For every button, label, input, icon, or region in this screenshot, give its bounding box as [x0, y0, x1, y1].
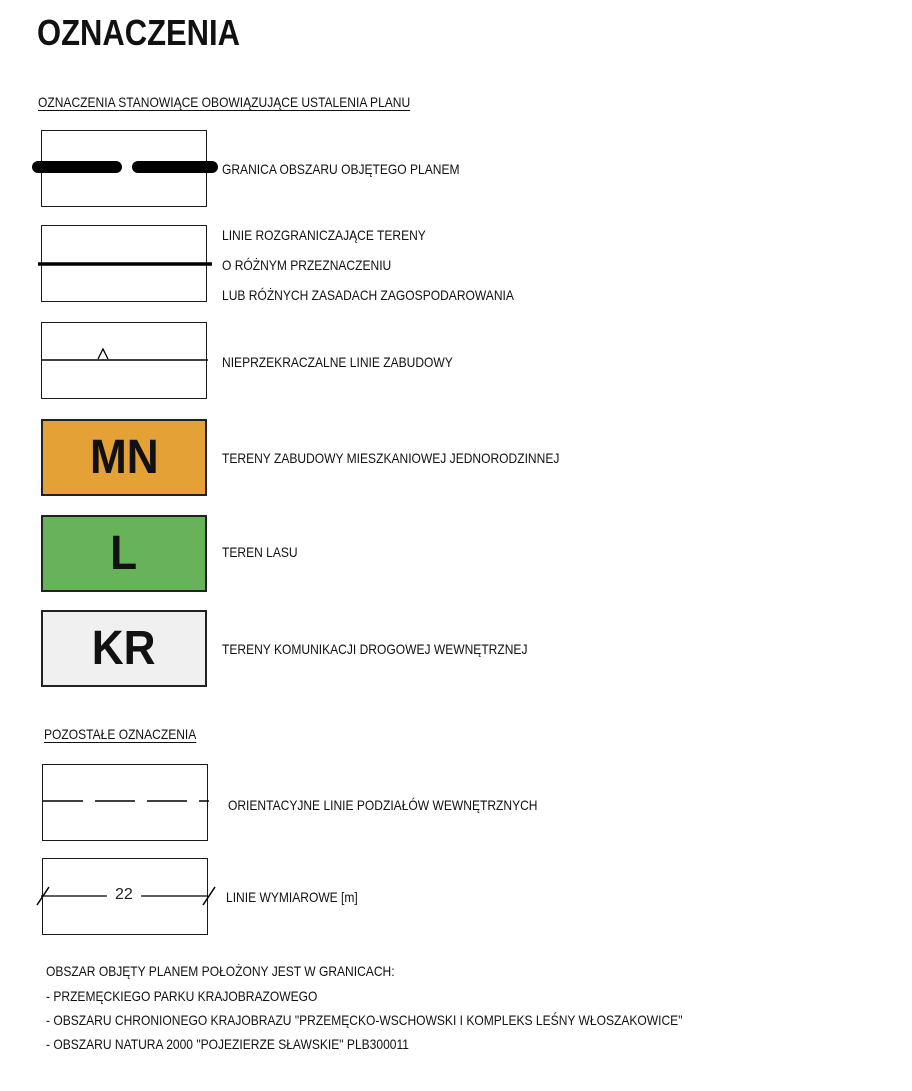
notes-item-3: - OBSZARU NATURA 2000 "POJEZIERZE SŁAWSKIE" PLB300011	[46, 1036, 409, 1052]
mn-code: MN	[89, 431, 159, 484]
dividing-lines-label-1: LINIE ROZGRANICZAJĄCE TERENY	[222, 227, 426, 243]
dimension-lines-symbol	[42, 858, 208, 935]
plan-area-notes	[46, 958, 682, 1056]
building-lines-symbol	[41, 322, 207, 399]
l-zone-label: TEREN LASU	[222, 544, 298, 560]
kr-zone-symbol	[41, 610, 207, 687]
kr-zone-label: TERENY KOMUNIKACJI DROGOWEJ WEWNĘTRZNEJ	[222, 641, 528, 657]
section-heading-other: POZOSTAŁE OZNACZENIA	[44, 726, 197, 742]
mn-zone-label: TERENY ZABUDOWY MIESZKANIOWEJ JEDNORODZINNEJ	[222, 450, 560, 466]
kr-code: KR	[92, 622, 156, 675]
l-zone-symbol	[41, 515, 207, 592]
section-heading-binding: OZNACZENIA STANOWIĄCE OBOWIĄZUJĄCE USTALENIA PLANU	[38, 94, 411, 110]
dividing-lines-label-2: O RÓŻNYM PRZEZNACZENIU	[222, 257, 392, 273]
notes-item-2: - OBSZARU CHRONIONEGO KRAJOBRAZU "PRZEMĘCKO-WSCHOWSKI I KOMPLEKS LEŚNY WŁOSZAKOWICE"	[46, 1012, 683, 1028]
internal-division-label: ORIENTACYJNE LINIE PODZIAŁÓW WEWNĘTRZNYCH	[228, 797, 538, 813]
notes-item-1: - PRZEMĘCKIEGO PARKU KRAJOBRAZOWEGO	[46, 988, 318, 1004]
dividing-lines-label-3: LUB RÓŻNYCH ZASADACH ZAGOSPODAROWANIA	[222, 287, 514, 303]
l-code: L	[110, 527, 138, 580]
legend-title: OZNACZENIA	[37, 12, 240, 53]
dimension-value: 22	[115, 886, 133, 903]
building-line-triangle-icon	[40, 321, 210, 398]
plan-boundary-line-icon	[32, 129, 218, 206]
plan-boundary-label: GRANICA OBSZARU OBJĘTEGO PLANEM	[222, 161, 460, 177]
dashed-line-icon	[39, 763, 211, 840]
notes-heading: OBSZAR OBJĘTY PLANEM POŁOŻONY JEST W GRANICACH:	[46, 963, 395, 979]
internal-division-symbol	[42, 764, 208, 841]
building-lines-label: NIEPRZEKRACZALNE LINIE ZABUDOWY	[222, 354, 453, 370]
dividing-line-icon	[36, 224, 214, 301]
dimension-lines-label: LINIE WYMIAROWE [m]	[226, 889, 358, 905]
dividing-lines-symbol	[41, 225, 207, 302]
plan-boundary-symbol	[41, 130, 207, 207]
mn-zone-symbol	[41, 419, 207, 496]
